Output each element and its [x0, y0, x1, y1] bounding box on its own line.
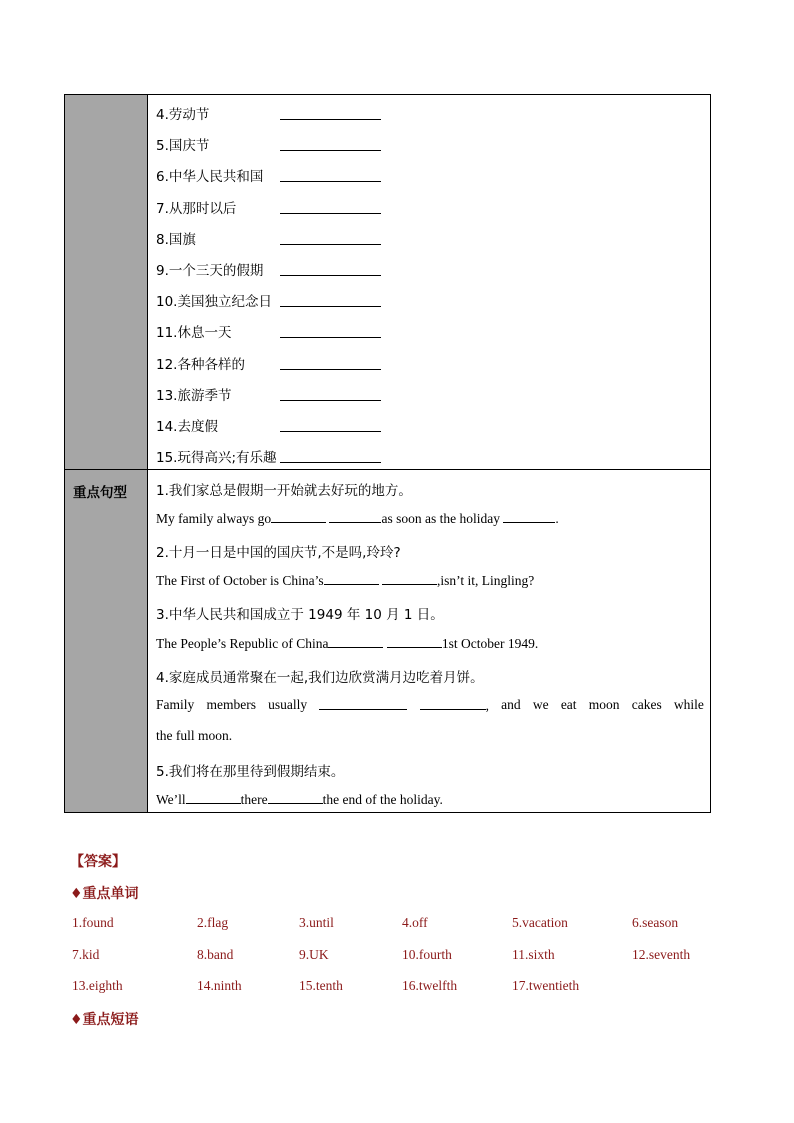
- answer-word: 1.found: [72, 915, 114, 930]
- sentence-5-zh: 5.我们将在那里待到假期结束。: [156, 764, 345, 780]
- sentence-3-en: The People’s Republic of China 1st October 1949.: [156, 636, 539, 651]
- exercise-table: 重点句型 4.劳动节 5.国庆节 6.中华人民共和国 7.从那时以后 8.国旗 9.一个三天的假期 10.美国独立纪念日 11.休息一天 12.各种各样的 13.旅游季节 14.去度假 15.玩得高兴;有乐趣 1.我们家总是假期一开始就去好玩的地方。 My family always go as soon as the holiday . 2.十月一日是中国的国庆节,不是吗,玲玲? The First of October is China’s ,isn’t it, Lingling? 3.中华人民共和国成立于 1949 年 10 月 1 日。 The People’s Republic of China 1st October 1949. 4.家庭成员通常聚在一起,我们边欣赏满月边吃着月饼。 Family members usually , and we eat moon cakes while the full moon. 5.我们将在那里待到假期结束。 We’ll there the end of the holiday.: [64, 94, 711, 813]
- answer-word: 14.ninth: [197, 978, 242, 993]
- answer-blank[interactable]: [319, 697, 407, 710]
- answer-word: 4.off: [402, 915, 428, 930]
- sentence-4-en-line2: the full moon.: [156, 728, 233, 743]
- key-words-heading: ♦重点单词: [70, 886, 139, 902]
- answer-word: 6.season: [632, 915, 679, 930]
- answer-blank[interactable]: [271, 510, 326, 523]
- sentence-4-zh: 4.家庭成员通常聚在一起,我们边欣赏满月边吃着月饼。: [156, 670, 484, 686]
- answer-blank[interactable]: [280, 119, 381, 120]
- answer-blank[interactable]: [329, 510, 381, 523]
- sentence-4-en: Family members usually , and we eat moon cakes while: [156, 697, 704, 713]
- sentence-3-zh: 3.中华人民共和国成立于 1949 年 10 月 1 日。: [156, 607, 444, 623]
- answer-word: 5.vacation: [512, 915, 568, 930]
- answer-word: 16.twelfth: [402, 978, 458, 993]
- answer-blank[interactable]: [382, 572, 437, 585]
- answer-blank[interactable]: [268, 791, 323, 804]
- answer-blank[interactable]: [328, 635, 383, 648]
- sentence-section-label-cell: [65, 470, 148, 812]
- answer-word: 3.until: [299, 915, 334, 930]
- answer-blank[interactable]: [280, 306, 381, 307]
- section-divider: [65, 469, 710, 470]
- vocab-section-label-cell: [65, 95, 148, 470]
- sentence-1-zh: 1.我们家总是假期一开始就去好玩的地方。: [156, 483, 412, 499]
- answer-blank[interactable]: [420, 697, 486, 710]
- sentence-2-zh: 2.十月一日是中国的国庆节,不是吗,玲玲?: [156, 545, 401, 561]
- sentence-5-en: We’ll there the end of the holiday.: [156, 792, 443, 807]
- answer-blank[interactable]: [280, 213, 381, 214]
- answer-word: 9.UK: [299, 947, 329, 962]
- sentence-2-en: The First of October is China’s ,isn’t it, Lingling?: [156, 573, 535, 588]
- answer-blank[interactable]: [280, 181, 381, 182]
- answer-word: 15.tenth: [299, 978, 343, 993]
- answer-word: 11.sixth: [512, 947, 555, 962]
- answer-blank[interactable]: [324, 572, 379, 585]
- key-phrases-heading: ♦重点短语: [70, 1012, 139, 1028]
- answer-blank[interactable]: [280, 400, 381, 401]
- answer-blank[interactable]: [503, 510, 555, 523]
- answer-blank[interactable]: [186, 791, 241, 804]
- answers-title: 【答案】: [70, 854, 126, 870]
- answer-word: 17.twentieth: [512, 978, 580, 993]
- sentence-section-label: 重点句型: [73, 485, 127, 501]
- sentence-1-en: My family always go as soon as the holiday .: [156, 511, 559, 526]
- answer-word: 13.eighth: [72, 978, 123, 993]
- answer-word: 8.band: [197, 947, 234, 962]
- answer-blank[interactable]: [280, 369, 381, 370]
- answer-blank[interactable]: [280, 244, 381, 245]
- answer-word: 7.kid: [72, 947, 100, 962]
- answer-blank[interactable]: [280, 431, 381, 432]
- answer-blank[interactable]: [280, 275, 381, 276]
- answer-word: 2.flag: [197, 915, 229, 930]
- answer-blank[interactable]: [280, 462, 381, 463]
- answer-word: 12.seventh: [632, 947, 691, 962]
- answer-blank[interactable]: [387, 635, 442, 648]
- answer-blank[interactable]: [280, 150, 381, 151]
- answer-word: 10.fourth: [402, 947, 452, 962]
- answer-blank[interactable]: [280, 337, 381, 338]
